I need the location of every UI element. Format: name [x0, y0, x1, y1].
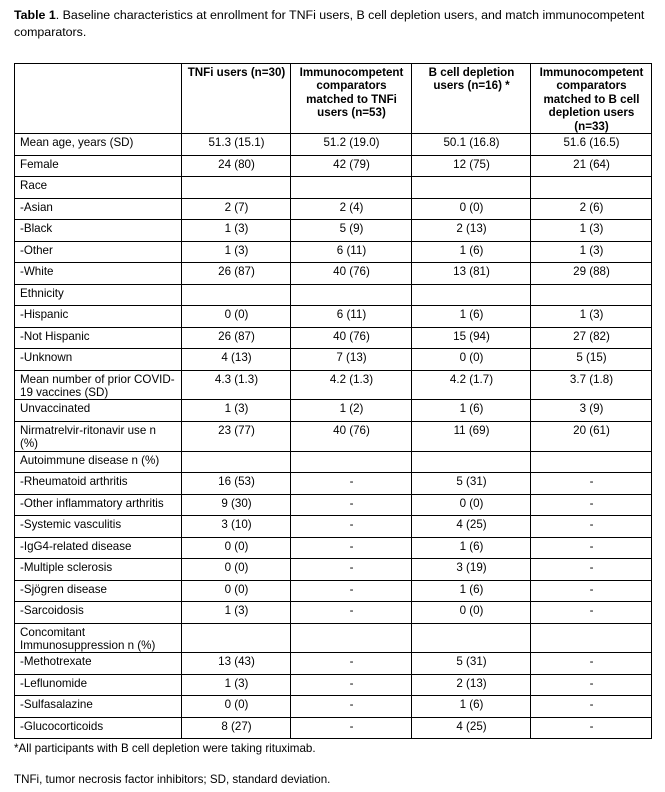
cell-value: 2 (13)	[412, 220, 531, 242]
table-row	[15, 263, 652, 285]
row-label: -White	[15, 263, 182, 285]
cell-value: 1 (6)	[412, 400, 531, 422]
table-row	[15, 155, 652, 177]
cell-value: 7 (13)	[291, 349, 412, 371]
cell-value: -	[531, 559, 652, 581]
table-row	[15, 494, 652, 516]
cell-value: -	[291, 653, 412, 675]
cell-value: 6 (11)	[291, 241, 412, 263]
cell-value: 50.1 (16.8)	[412, 134, 531, 156]
cell-value: 1 (3)	[182, 220, 291, 242]
cell-value: 0 (0)	[412, 349, 531, 371]
table-row	[15, 537, 652, 559]
cell-value: 8 (27)	[182, 717, 291, 739]
row-label: Autoimmune disease n (%)	[15, 451, 182, 473]
cell-value: -	[291, 602, 412, 624]
cell-value: 42 (79)	[291, 155, 412, 177]
cell-value	[531, 623, 652, 653]
cell-value: 12 (75)	[412, 155, 531, 177]
cell-value: 26 (87)	[182, 263, 291, 285]
cell-value: 20 (61)	[531, 421, 652, 451]
row-label: -Sulfasalazine	[15, 696, 182, 718]
cell-value	[182, 451, 291, 473]
row-label: Ethnicity	[15, 284, 182, 306]
table-row	[15, 717, 652, 739]
cell-value: 5 (15)	[531, 349, 652, 371]
column-header: Immunocompetent comparators matched to TNFi users (n=53)	[291, 64, 412, 134]
cell-value: 9 (30)	[182, 494, 291, 516]
cell-value: 0 (0)	[182, 580, 291, 602]
table-row	[15, 241, 652, 263]
row-label: -Sarcoidosis	[15, 602, 182, 624]
row-label: -Multiple sclerosis	[15, 559, 182, 581]
table-row	[15, 674, 652, 696]
cell-value: -	[531, 602, 652, 624]
cell-value: 0 (0)	[412, 198, 531, 220]
cell-value: 1 (6)	[412, 696, 531, 718]
footnote-abbreviations: TNFi, tumor necrosis factor inhibitors; SD, standard deviation.	[14, 773, 331, 787]
cell-value: -	[531, 580, 652, 602]
table-row	[15, 306, 652, 328]
cell-value: 1 (6)	[412, 241, 531, 263]
cell-value: -	[291, 559, 412, 581]
cell-value: 1 (3)	[531, 241, 652, 263]
cell-value: -	[291, 473, 412, 495]
cell-value: 4 (13)	[182, 349, 291, 371]
cell-value	[291, 284, 412, 306]
cell-value: 1 (6)	[412, 580, 531, 602]
cell-value: 1 (6)	[412, 537, 531, 559]
cell-value: 1 (3)	[531, 220, 652, 242]
row-label: -Sjögren disease	[15, 580, 182, 602]
cell-value	[412, 451, 531, 473]
cell-value: 1 (3)	[531, 306, 652, 328]
cell-value: 1 (3)	[182, 602, 291, 624]
column-header: TNFi users (n=30)	[182, 64, 291, 134]
cell-value: 1 (3)	[182, 674, 291, 696]
cell-value: 15 (94)	[412, 327, 531, 349]
header-row	[15, 64, 652, 134]
cell-value: 51.2 (19.0)	[291, 134, 412, 156]
row-label: -IgG4-related disease	[15, 537, 182, 559]
cell-value: 2 (4)	[291, 198, 412, 220]
table-row	[15, 134, 652, 156]
cell-value	[291, 177, 412, 199]
cell-value	[531, 451, 652, 473]
cell-value: 13 (81)	[412, 263, 531, 285]
cell-value: 4 (25)	[412, 516, 531, 538]
cell-value: 2 (13)	[412, 674, 531, 696]
cell-value: 29 (88)	[531, 263, 652, 285]
cell-value: 40 (76)	[291, 263, 412, 285]
cell-value: 3 (9)	[531, 400, 652, 422]
row-label: Female	[15, 155, 182, 177]
cell-value: 0 (0)	[412, 602, 531, 624]
cell-value: 1 (6)	[412, 306, 531, 328]
footnote-rituximab: *All participants with B cell depletion were taking rituximab.	[14, 742, 316, 756]
table-row	[15, 400, 652, 422]
cell-value: 1 (3)	[182, 400, 291, 422]
cell-value	[291, 623, 412, 653]
cell-value: 4.2 (1.7)	[412, 370, 531, 400]
cell-value	[412, 177, 531, 199]
row-label: -Unknown	[15, 349, 182, 371]
table-row	[15, 198, 652, 220]
header-blank	[15, 64, 182, 134]
cell-value	[531, 177, 652, 199]
cell-value: 0 (0)	[182, 696, 291, 718]
cell-value: -	[531, 537, 652, 559]
cell-value: 0 (0)	[182, 559, 291, 581]
row-label: -Asian	[15, 198, 182, 220]
cell-value: 23 (77)	[182, 421, 291, 451]
cell-value	[412, 623, 531, 653]
cell-value: 21 (64)	[531, 155, 652, 177]
cell-value: 0 (0)	[182, 306, 291, 328]
row-label: -Methotrexate	[15, 653, 182, 675]
row-label: Mean number of prior COVID-19 vaccines (SD)	[15, 370, 182, 400]
cell-value: -	[531, 653, 652, 675]
row-label: -Other inflammatory arthritis	[15, 494, 182, 516]
cell-value: -	[531, 674, 652, 696]
row-label: -Hispanic	[15, 306, 182, 328]
row-label: Unvaccinated	[15, 400, 182, 422]
table-row	[15, 451, 652, 473]
cell-value: -	[531, 717, 652, 739]
row-label: -Black	[15, 220, 182, 242]
row-label: -Leflunomide	[15, 674, 182, 696]
table-row	[15, 370, 652, 400]
cell-value: 6 (11)	[291, 306, 412, 328]
caption-text: . Baseline characteristics at enrollment for TNFi users, B cell depletion users, and match immunocompetent comparators.	[14, 8, 645, 39]
row-label: -Glucocorticoids	[15, 717, 182, 739]
cell-value: 2 (7)	[182, 198, 291, 220]
cell-value: -	[291, 696, 412, 718]
cell-value: 4.2 (1.3)	[291, 370, 412, 400]
cell-value	[412, 284, 531, 306]
cell-value: 16 (53)	[182, 473, 291, 495]
cell-value	[531, 284, 652, 306]
cell-value: -	[531, 473, 652, 495]
table-row	[15, 177, 652, 199]
cell-value: 51.6 (16.5)	[531, 134, 652, 156]
cell-value: 3 (19)	[412, 559, 531, 581]
table-row	[15, 559, 652, 581]
row-label: Race	[15, 177, 182, 199]
cell-value: -	[531, 696, 652, 718]
cell-value: 40 (76)	[291, 327, 412, 349]
cell-value	[182, 177, 291, 199]
cell-value: 3 (10)	[182, 516, 291, 538]
cell-value: 5 (9)	[291, 220, 412, 242]
cell-value: -	[291, 717, 412, 739]
cell-value: -	[291, 674, 412, 696]
row-label: -Systemic vasculitis	[15, 516, 182, 538]
cell-value: 1 (2)	[291, 400, 412, 422]
cell-value	[291, 451, 412, 473]
row-label: Concomitant Immunosuppression n (%)	[15, 623, 182, 653]
cell-value: -	[291, 537, 412, 559]
cell-value: 0 (0)	[412, 494, 531, 516]
table-row	[15, 602, 652, 624]
caption-label: Table 1	[14, 8, 56, 22]
cell-value: -	[291, 494, 412, 516]
table-caption	[14, 7, 654, 41]
row-label: -Not Hispanic	[15, 327, 182, 349]
cell-value: 4.3 (1.3)	[182, 370, 291, 400]
cell-value: 5 (31)	[412, 473, 531, 495]
row-label: -Other	[15, 241, 182, 263]
baseline-characteristics-table	[14, 63, 652, 739]
cell-value	[182, 623, 291, 653]
cell-value: 1 (3)	[182, 241, 291, 263]
cell-value: -	[291, 580, 412, 602]
table-row	[15, 421, 652, 451]
cell-value: -	[531, 516, 652, 538]
table-row	[15, 473, 652, 495]
table-row	[15, 284, 652, 306]
cell-value: 11 (69)	[412, 421, 531, 451]
table-row	[15, 349, 652, 371]
cell-value: 24 (80)	[182, 155, 291, 177]
table-row	[15, 623, 652, 653]
table-row	[15, 653, 652, 675]
cell-value: 5 (31)	[412, 653, 531, 675]
table-row	[15, 696, 652, 718]
cell-value	[182, 284, 291, 306]
cell-value: 0 (0)	[182, 537, 291, 559]
cell-value: 27 (82)	[531, 327, 652, 349]
table-row	[15, 516, 652, 538]
column-header: B cell depletion users (n=16) *	[412, 64, 531, 134]
table-row	[15, 580, 652, 602]
cell-value: 51.3 (15.1)	[182, 134, 291, 156]
cell-value: 26 (87)	[182, 327, 291, 349]
column-header: Immunocompetent comparators matched to B cell depletion users (n=33)	[531, 64, 652, 134]
row-label: Mean age, years (SD)	[15, 134, 182, 156]
row-label: -Rheumatoid arthritis	[15, 473, 182, 495]
cell-value: 4 (25)	[412, 717, 531, 739]
row-label: Nirmatrelvir-ritonavir use n (%)	[15, 421, 182, 451]
cell-value: -	[531, 494, 652, 516]
cell-value: 13 (43)	[182, 653, 291, 675]
cell-value: 40 (76)	[291, 421, 412, 451]
cell-value: -	[291, 516, 412, 538]
cell-value: 3.7 (1.8)	[531, 370, 652, 400]
table-row	[15, 327, 652, 349]
table-row	[15, 220, 652, 242]
cell-value: 2 (6)	[531, 198, 652, 220]
